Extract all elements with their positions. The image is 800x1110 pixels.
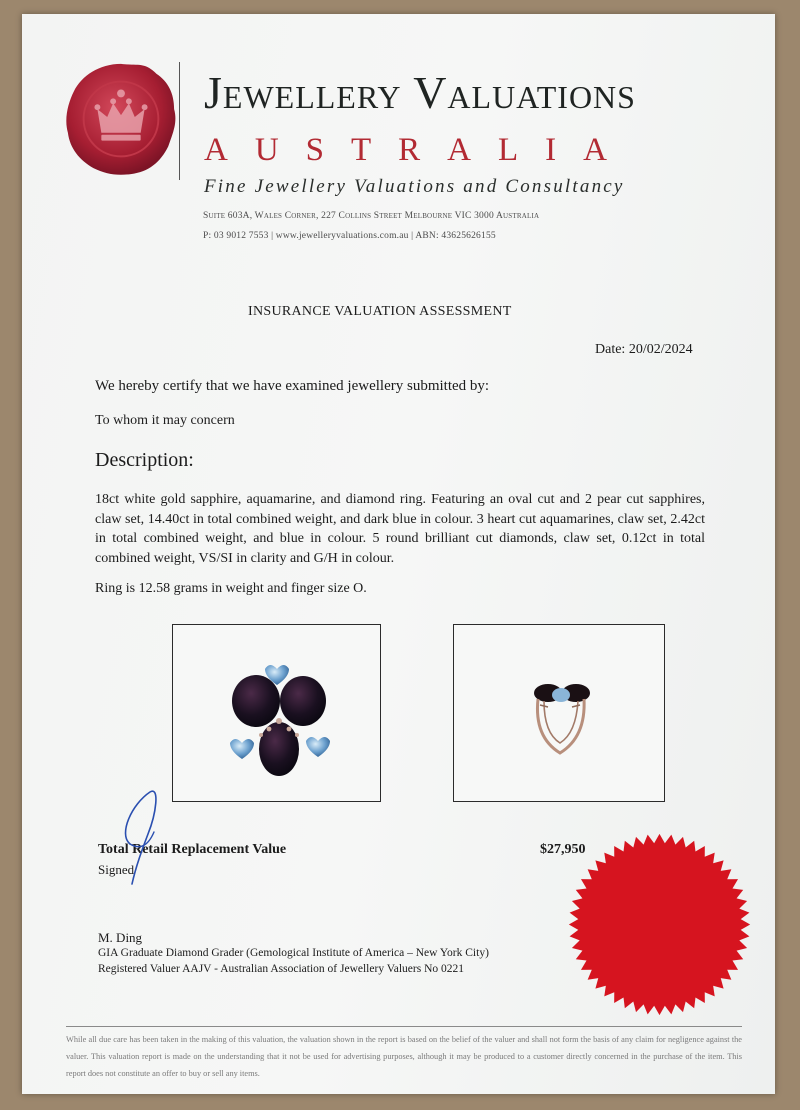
handwritten-signature — [92, 774, 202, 894]
document-date: Date: 20/02/2024 — [595, 342, 693, 357]
disclaimer: While all due care has been taken in the making of this valuation, the valuation shown in the report is based on the belief of the valuer and shall not form the basis of any claim for negligence against the valuer. This valuation report is made on the understanding that it not be used for advertising purposes, although it may be produced to a customer directly concerned in the purchase of the item. This report does not constitute an offer to buy or sell any items. — [66, 1035, 742, 1078]
footer-divider — [66, 1026, 742, 1027]
signed-label: Signed — [98, 862, 135, 877]
valuer-credential: Registered Valuer AAJV - Australian Association of Jewellery Valuers No 0221 — [98, 963, 465, 975]
ring-side-view-photo — [453, 624, 665, 802]
description-text: 18ct white gold sapphire, aquamarine, and diamond ring. Featuring an oval cut and 2 pear cut sapphires, claw set, 14.40ct in total combined weight, and dark blue in colour. 3 heart cut aquamarines, claw set, 2.42ct in total combined weight, and blue in colour. 5 round brilliant cut diamonds, claw set, 0.12ct in total combined weight, VS/SI in clarity and G/H in colour. — [95, 492, 705, 566]
description-heading: Description: — [95, 449, 194, 471]
ring-top-view-photo — [172, 624, 381, 802]
brand-tagline: Fine Jewellery Valuations and Consultancy — [204, 176, 625, 197]
company-contact: P: 03 9012 7553 | www.jewelleryvaluations.com.au | ABN: 43625626155 — [203, 231, 496, 241]
company-address: Suite 603A, Wales Corner, 227 Collins Street Melbourne VIC 3000 Australia — [203, 211, 540, 221]
crown-wax-seal-icon — [62, 60, 180, 178]
red-starburst-seal-icon — [567, 832, 752, 1017]
valuer-name: M. Ding — [98, 930, 143, 945]
total-value-amount: $27,950 — [540, 842, 586, 857]
valuation-certificate — [22, 14, 775, 1094]
recipient: To whom it may concern — [95, 413, 235, 428]
brand-country: AUSTRALIA — [204, 132, 634, 168]
document-title: INSURANCE VALUATION ASSESSMENT — [248, 304, 512, 319]
valuer-credential: GIA Graduate Diamond Grader (Gemological Institute of America – New York City) — [98, 947, 489, 959]
certification-statement: We hereby certify that we have examined jewellery submitted by: — [95, 378, 490, 394]
total-value-label: Total Retail Replacement Value — [98, 842, 287, 857]
letterhead-divider — [179, 62, 180, 180]
ring-weight-size: Ring is 12.58 grams in weight and finger size O. — [95, 581, 367, 596]
brand-name: Jewellery Valuations — [204, 67, 636, 118]
